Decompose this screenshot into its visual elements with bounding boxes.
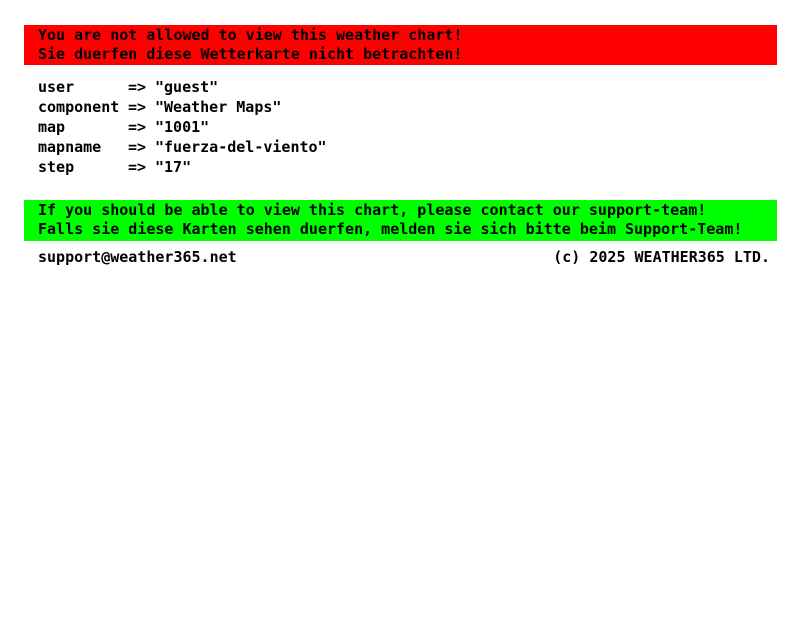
copyright-notice: (c) 2025 WEATHER365 LTD.	[553, 248, 770, 266]
detail-value: "guest"	[155, 78, 219, 96]
arrow-glyph: =>	[128, 118, 147, 136]
contact-support-line-en: If you should be able to view this chart, please contact our support-team!	[38, 201, 707, 219]
contact-support-banner	[24, 200, 777, 241]
access-denied-line-en: You are not allowed to view this weather chart!	[38, 26, 463, 44]
detail-row-mapname	[38, 137, 800, 157]
detail-row-map	[38, 117, 800, 137]
access-denied-banner	[24, 25, 777, 65]
detail-key: map	[38, 118, 66, 136]
error-page	[0, 25, 800, 267]
contact-support-line-de: Falls sie diese Karten sehen duerfen, melden sie sich bitte beim Support-Team!	[38, 220, 743, 238]
detail-value: "fuerza-del-viento"	[155, 138, 327, 156]
arrow-glyph: =>	[128, 138, 147, 156]
support-email-link[interactable]: support@weather365.net	[38, 248, 237, 266]
detail-key: component	[38, 98, 120, 116]
request-details	[38, 77, 800, 177]
detail-key: mapname	[38, 138, 102, 156]
detail-key: step	[38, 158, 75, 176]
detail-value: "Weather Maps"	[155, 98, 282, 116]
arrow-glyph: =>	[128, 98, 147, 116]
arrow-glyph: =>	[128, 158, 147, 176]
detail-key: user	[38, 78, 75, 96]
detail-row-user	[38, 77, 800, 97]
detail-value: "17"	[155, 158, 192, 176]
arrow-glyph: =>	[128, 78, 147, 96]
detail-row-step	[38, 157, 800, 177]
access-denied-line-de: Sie duerfen diese Wetterkarte nicht betrachten!	[38, 45, 463, 63]
footer	[38, 248, 770, 267]
detail-row-component	[38, 97, 800, 117]
detail-value: "1001"	[155, 118, 210, 136]
